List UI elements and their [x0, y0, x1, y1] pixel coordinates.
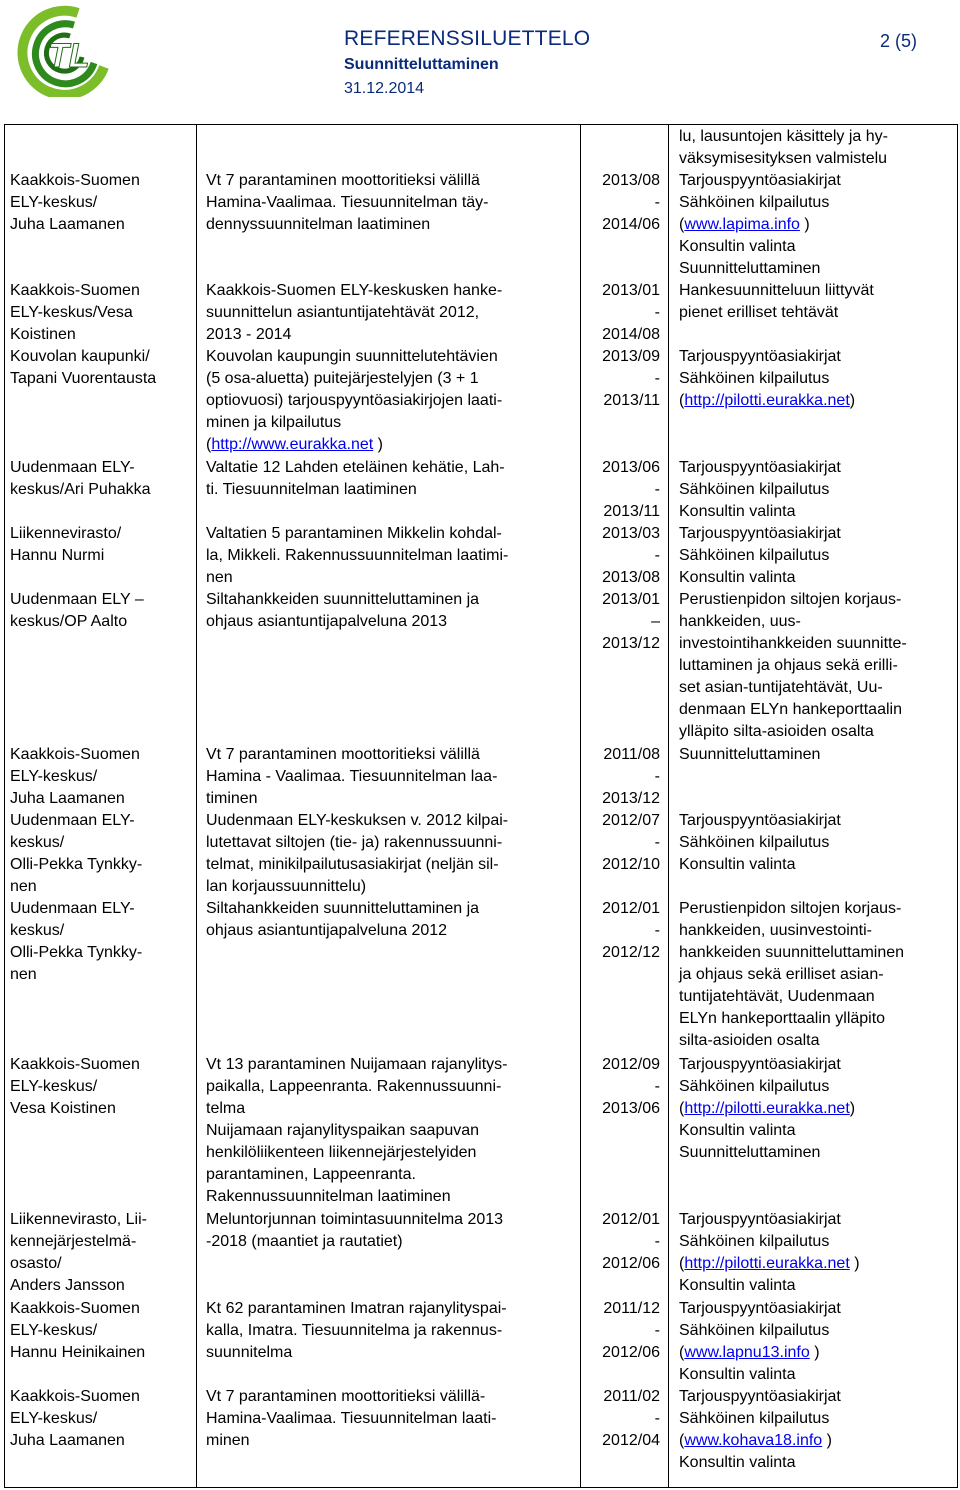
client-line: ELY-keskus/ [10, 768, 98, 785]
client-line: keskus/ [10, 834, 65, 851]
project-line: nen [206, 569, 233, 586]
project-line: Vt 13 parantaminen Nuijamaan rajanylitys- [206, 1056, 508, 1073]
services-line: tuntijatehtävät, Uudenmaan [679, 988, 875, 1005]
client-line: Kaakkois-Suomen [10, 1388, 140, 1405]
project-line: Vt 7 parantaminen moottoritieksi välillä- [206, 1388, 486, 1405]
project-line: optiovuosi) tarjouspyyntöasiakirjojen laati- [206, 392, 503, 409]
period-line: - [654, 834, 660, 851]
row-1-period [590, 280, 660, 346]
row-0-project [206, 170, 489, 236]
services-line: silta-asioiden osalta [679, 1032, 820, 1049]
period-line: 2013/09 [602, 348, 660, 365]
row-8-client [10, 898, 142, 986]
row-2-project [206, 346, 502, 456]
project-line: Valtatien 5 parantaminen Mikkelin kohdal- [206, 525, 502, 542]
project-line: kalla, Imatra. Tiesuunnitelma ja rakennus- [206, 1322, 503, 1339]
period-line: 2013/06 [602, 459, 660, 476]
period-line: 2013/03 [602, 525, 660, 542]
row-3-services [679, 457, 841, 523]
client-line: Olli-Pekka Tynkky- [10, 944, 143, 961]
row-7-project [206, 810, 508, 898]
client-line: nen [10, 966, 37, 983]
services-line: ylläpito silta-asioiden osalta [679, 723, 874, 740]
project-line: suunnittelun asiantuntijatehtävät 2012, [206, 304, 480, 321]
project-line: lutettavat siltojen (tie- ja) rakennussuunni- [206, 834, 503, 851]
period-line: 2012/01 [602, 900, 660, 917]
row-4-client [10, 523, 121, 567]
client-line: Kaakkois-Suomen [10, 746, 140, 763]
client-line: ELY-keskus/ [10, 1078, 98, 1095]
project-line: 2013 - 2014 [206, 326, 292, 343]
services-line: Konsultin valinta [679, 1454, 796, 1471]
services-line: Sähköinen kilpailutus [679, 1233, 830, 1250]
services-line: Konsultin valinta [679, 503, 796, 520]
services-line: Tarjouspyyntöasiakirjat [679, 1211, 841, 1228]
period-line: 2013/12 [602, 635, 660, 652]
row-11-period [590, 1298, 660, 1364]
services-line: Sähköinen kilpailutus [679, 481, 830, 498]
period-line: - [654, 1322, 660, 1339]
services-line: Sähköinen kilpailutus [679, 370, 830, 387]
project-line: Vt 7 parantaminen moottoritieksi välillä [206, 746, 480, 763]
client-line: Hannu Heinikainen [10, 1344, 146, 1361]
project-line: telmat, minikilpailutusasiakirjat (neljän sil- [206, 856, 499, 873]
services-line: Sähköinen kilpailutus [679, 1078, 830, 1095]
project-line: Siltahankkeiden suunnitteluttaminen ja [206, 591, 480, 608]
period-line: - [654, 1078, 660, 1095]
services-line: Konsultin valinta [679, 1366, 796, 1383]
period-line: 2012/12 [602, 944, 660, 961]
row-3-period [590, 457, 660, 523]
services-line: Tarjouspyyntöasiakirjat [679, 348, 841, 365]
client-line: Juha Laamanen [10, 790, 125, 807]
client-line: Kaakkois-Suomen [10, 1300, 140, 1317]
period-line: - [654, 922, 660, 939]
project-line: Meluntorjunnan toimintasuunnitelma 2013 [206, 1211, 504, 1228]
period-line: - [654, 1410, 660, 1427]
client-line: keskus/OP Aalto [10, 613, 128, 630]
project-line: Kaakkois-Suomen ELY-keskusken hanke- [206, 282, 503, 299]
client-line: Vesa Koistinen [10, 1100, 116, 1117]
services-line: Sähköinen kilpailutus [679, 1410, 830, 1427]
client-line: nen [10, 878, 37, 895]
row-9-project [206, 1054, 507, 1208]
project-line: telma [206, 1100, 246, 1117]
project-line: ohjaus asiantuntijapalveluna 2013 [206, 613, 448, 630]
row-0-period [590, 170, 660, 236]
services-line: Konsultin valinta [679, 238, 796, 255]
services-line: (www.lapnu13.info ) [679, 1344, 820, 1361]
project-line: Valtatie 12 Lahden eteläinen kehätie, Lah- [206, 459, 505, 476]
row-3-project [206, 457, 505, 501]
services-line: denmaan ELYn hankeporttaalin [679, 701, 902, 718]
services-line: väksymisesityksen valmistelu [679, 150, 888, 167]
services-line: Suunnitteluttaminen [679, 746, 821, 763]
project-line: parantaminen, Lappeenranta. [206, 1166, 416, 1183]
client-line: Hannu Nurmi [10, 547, 105, 564]
project-line: Hamina-Vaalimaa. Tiesuunnitelman täy- [206, 194, 489, 211]
project-line: Rakennussuunnitelman laatiminen [206, 1188, 451, 1205]
row-5-project [206, 589, 479, 633]
row-9-client [10, 1054, 140, 1120]
period-line: 2013/01 [602, 282, 660, 299]
logo-text: TL [48, 37, 90, 75]
period-line: – [651, 613, 660, 630]
services-line: ELYn hankeporttaalin ylläpito [679, 1010, 886, 1027]
period-line: 2012/06 [602, 1344, 660, 1361]
row-5-services [679, 589, 907, 743]
row-9-period [590, 1054, 660, 1120]
services-line: Konsultin valinta [679, 856, 796, 873]
project-line: Hamina-Vaalimaa. Tiesuunnitelman laati- [206, 1410, 497, 1427]
services-line: Sähköinen kilpailutus [679, 834, 830, 851]
services-line: Tarjouspyyntöasiakirjat [679, 525, 841, 542]
project-line: (http://www.eurakka.net ) [206, 436, 383, 453]
row-6-client [10, 744, 140, 810]
row-1-client [10, 280, 140, 346]
row-10-period [590, 1209, 660, 1275]
period-line: - [654, 370, 660, 387]
client-line: keskus/Ari Puhakka [10, 481, 151, 498]
row-11-services [679, 1298, 841, 1386]
project-line: timinen [206, 790, 258, 807]
period-line: 2011/08 [603, 746, 660, 763]
reference-table [4, 124, 958, 1488]
client-line: osasto/ [10, 1255, 62, 1272]
services-line: ja ohjaus sekä erilliset asian- [679, 966, 884, 983]
period-line: 2012/07 [602, 812, 660, 829]
project-line: Vt 7 parantaminen moottoritieksi välillä [206, 172, 480, 189]
client-line: ELY-keskus/ [10, 194, 98, 211]
row-6-project [206, 744, 497, 810]
period-line: 2014/08 [602, 326, 660, 343]
period-line: - [654, 304, 660, 321]
web-link[interactable]: http://pilotti.eurakka.net [684, 392, 850, 409]
services-line: pienet erilliset tehtävät [679, 304, 839, 321]
period-line: 2012/09 [602, 1056, 660, 1073]
period-line: 2012/01 [602, 1211, 660, 1228]
client-line: Uudenmaan ELY- [10, 900, 135, 917]
client-line: Kaakkois-Suomen [10, 1056, 140, 1073]
web-link[interactable]: www.lapnu13.info [684, 1344, 810, 1361]
services-line: investointihankkeiden suunnitte- [679, 635, 907, 652]
services-line: set asian-tuntijatehtävät, Uu- [679, 679, 883, 696]
web-link[interactable]: http://pilotti.eurakka.net [684, 1255, 850, 1272]
row-3-client [10, 457, 151, 501]
client-line: Juha Laamanen [10, 216, 125, 233]
row-0-client [10, 170, 140, 236]
row-12-period [590, 1386, 660, 1452]
services-line: Tarjouspyyntöasiakirjat [679, 1056, 841, 1073]
period-line: - [654, 1233, 660, 1250]
project-line: -2018 (maantiet ja rautatiet) [206, 1233, 403, 1250]
client-line: Uudenmaan ELY- [10, 459, 135, 476]
period-line: 2011/02 [603, 1388, 660, 1405]
period-line: 2013/01 [602, 591, 660, 608]
services-line: Hankesuunnitteluun liittyvät [679, 282, 874, 299]
period-line: 2012/10 [602, 856, 660, 873]
services-line: Perustienpidon siltojen korjaus- [679, 900, 902, 917]
services-line: Suunnitteluttaminen [679, 260, 821, 277]
client-line: Juha Laamanen [10, 1432, 125, 1449]
row-4-project [206, 523, 508, 589]
document-date: 31.12.2014 [344, 80, 425, 97]
tl-logo [8, 5, 118, 97]
row-2-services [679, 346, 855, 412]
tl-logo-icon [8, 5, 118, 97]
project-line: ti. Tiesuunnitelman laatiminen [206, 481, 417, 498]
row-12-services [679, 1386, 841, 1474]
row-1-services [679, 280, 874, 324]
services-line: Konsultin valinta [679, 1122, 796, 1139]
web-link[interactable]: http://pilotti.eurakka.net [684, 1100, 850, 1117]
client-line: Uudenmaan ELY – [10, 591, 144, 608]
client-line: ELY-keskus/Vesa [10, 304, 133, 321]
period-line: 2013/08 [602, 569, 660, 586]
row-7-period [590, 810, 660, 876]
period-line: 2013/06 [602, 1100, 660, 1117]
document-subtitle: Suunnitteluttaminen [344, 56, 499, 73]
services-line: Sähköinen kilpailutus [679, 194, 830, 211]
row-6-period [590, 744, 660, 810]
period-line: 2013/08 [602, 172, 660, 189]
web-link[interactable]: www.kohava18.info [684, 1432, 823, 1449]
services-line: (http://pilotti.eurakka.net ) [679, 1255, 860, 1272]
services-line: hankkeiden suunnitteluttaminen [679, 944, 905, 961]
project-line: Hamina - Vaalimaa. Tiesuunnitelman laa- [206, 768, 498, 785]
client-line: Kouvolan kaupunki/ [10, 348, 150, 365]
period-line: 2013/11 [603, 392, 660, 409]
services-line: Sähköinen kilpailutus [679, 1322, 830, 1339]
client-line: Koistinen [10, 326, 76, 343]
row-10-client [10, 1209, 147, 1297]
period-line: 2012/06 [602, 1255, 660, 1272]
row-10-project [206, 1209, 503, 1253]
period-line: - [654, 194, 660, 211]
row-7-services [679, 810, 841, 876]
services-line: luttaminen ja ohjaus sekä erilli- [679, 657, 898, 674]
project-line: Kouvolan kaupungin suunnittelutehtävien [206, 348, 498, 365]
project-line: suunnitelma [206, 1344, 293, 1361]
project-line: paikalla, Lappeenranta. Rakennussuunni- [206, 1078, 502, 1095]
row-6-services [679, 744, 820, 766]
services-line: Sähköinen kilpailutus [679, 547, 830, 564]
client-line: Anders Jansson [10, 1277, 125, 1294]
page-number: 2 (5) [880, 31, 918, 51]
services-line: Tarjouspyyntöasiakirjat [679, 1300, 841, 1317]
project-line: Nuijamaan rajanylityspaikan saapuvan [206, 1122, 480, 1139]
period-line: - [654, 481, 660, 498]
client-line: ELY-keskus/ [10, 1322, 98, 1339]
row-4-services [679, 523, 841, 589]
period-line: 2013/12 [602, 790, 660, 807]
row-2-period [590, 346, 660, 412]
period-line: - [654, 768, 660, 785]
period-line: 2014/06 [602, 216, 660, 233]
row-5-period [590, 589, 660, 655]
services-line: Tarjouspyyntöasiakirjat [679, 1388, 841, 1405]
period-line: 2013/11 [603, 503, 660, 520]
document-title: REFERENSSILUETTELO [344, 27, 591, 50]
client-line: Liikennevirasto, Lii- [10, 1211, 147, 1228]
project-line: minen [206, 1432, 250, 1449]
services-line: Tarjouspyyntöasiakirjat [679, 812, 841, 829]
services-line: (www.kohava18.info ) [679, 1432, 832, 1449]
project-line: la, Mikkeli. Rakennussuunnitelman laatimi- [206, 547, 509, 564]
services-line: Tarjouspyyntöasiakirjat [679, 172, 841, 189]
project-line: minen ja kilpailutus [206, 414, 342, 431]
project-line: ohjaus asiantuntijapalveluna 2012 [206, 922, 448, 939]
services-line: (www.lapima.info ) [679, 216, 810, 233]
project-line: henkilöliikenteen liikennejärjestelyiden [206, 1144, 477, 1161]
services-line: Tarjouspyyntöasiakirjat [679, 459, 841, 476]
row-4-period [590, 523, 660, 589]
web-link[interactable]: www.lapima.info [684, 216, 800, 233]
web-link[interactable]: http://www.eurakka.net [211, 436, 374, 453]
row-8-project [206, 898, 479, 942]
row-10-services [679, 1209, 860, 1297]
period-line: 2011/12 [603, 1300, 660, 1317]
client-line: Kaakkois-Suomen [10, 172, 140, 189]
services-line: (http://pilotti.eurakka.net) [679, 392, 856, 409]
services-line: Konsultin valinta [679, 569, 796, 586]
services-line: hankkeiden, uus- [679, 613, 801, 630]
client-line: kennejärjestelmä- [10, 1233, 137, 1250]
client-line: keskus/ [10, 922, 65, 939]
project-line: Siltahankkeiden suunnitteluttaminen ja [206, 900, 480, 917]
period-line: - [654, 547, 660, 564]
row-11-client [10, 1298, 145, 1364]
project-line: lan korjaussuunnittelu) [206, 878, 367, 895]
row-2-client [10, 346, 156, 390]
row-8-period [590, 898, 660, 964]
row-12-client [10, 1386, 140, 1452]
row-7-client [10, 810, 142, 898]
services-line: Suunnitteluttaminen [679, 1144, 821, 1161]
project-line: Kt 62 parantaminen Imatran rajanylityspai- [206, 1300, 507, 1317]
row-8-services [679, 898, 904, 1052]
services-line: (http://pilotti.eurakka.net) [679, 1100, 856, 1117]
period-line: 2012/04 [602, 1432, 660, 1449]
project-line: Uudenmaan ELY-keskuksen v. 2012 kilpai- [206, 812, 509, 829]
client-line: Kaakkois-Suomen [10, 282, 140, 299]
client-line: Olli-Pekka Tynkky- [10, 856, 143, 873]
client-line: ELY-keskus/ [10, 1410, 98, 1427]
row-12-project [206, 1386, 497, 1452]
row-0-services [679, 126, 888, 280]
services-line: Perustienpidon siltojen korjaus- [679, 591, 902, 608]
project-line: (5 osa-aluetta) puitejärjestelyjen (3 + 1 [206, 370, 479, 387]
project-line: dennyssuunnitelman laatiminen [206, 216, 431, 233]
services-line: lu, lausuntojen käsittely ja hy- [679, 128, 888, 145]
row-11-project [206, 1298, 507, 1364]
row-5-client [10, 589, 144, 633]
services-line: Konsultin valinta [679, 1277, 796, 1294]
client-line: Liikennevirasto/ [10, 525, 122, 542]
row-9-services [679, 1054, 855, 1164]
client-line: Tapani Vuorentausta [10, 370, 157, 387]
services-line: hankkeiden, uusinvestointi- [679, 922, 873, 939]
row-1-project [206, 280, 502, 346]
client-line: Uudenmaan ELY- [10, 812, 135, 829]
